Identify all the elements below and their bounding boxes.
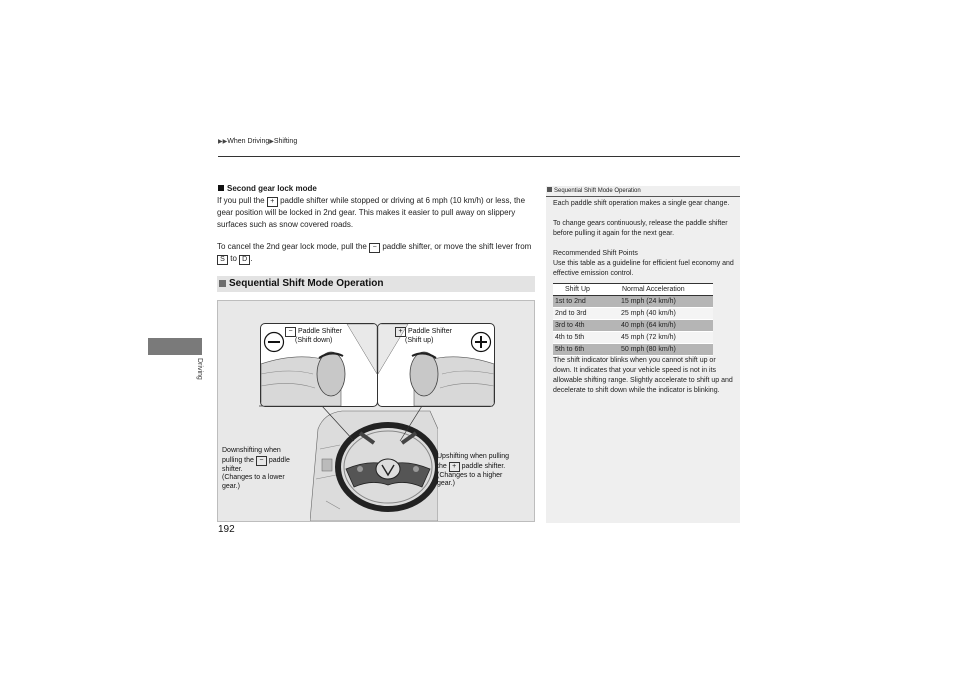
upshift-line-1: Upshifting when pulling xyxy=(437,453,509,460)
side-note-p1: Each paddle shift operation makes a single gear change. xyxy=(553,200,730,207)
downshift-line-5: gear.) xyxy=(222,482,240,490)
table-row xyxy=(553,332,713,344)
p1-text-a: If you pull the xyxy=(217,196,265,205)
shift-up-title: Paddle Shifter xyxy=(407,328,452,335)
table-cell: 2nd to 3rd xyxy=(553,308,619,320)
second-gear-heading-text: Second gear lock mode xyxy=(227,184,317,193)
side-note-p3: Recommended Shift Points xyxy=(553,250,638,257)
second-gear-heading xyxy=(218,184,317,193)
table-header-shift-up: Shift Up xyxy=(553,284,619,296)
upshift-line-3: (Changes to a higher xyxy=(437,471,503,479)
p2-text-end: . xyxy=(250,254,253,263)
plus-key-icon: + xyxy=(449,462,460,472)
breadcrumb-arrow-icon: ▶▶ xyxy=(218,139,228,145)
shift-down-title: Paddle Shifter xyxy=(297,328,342,335)
downshift-line-2b: paddle xyxy=(268,456,290,464)
table-cell: 15 mph (24 km/h) xyxy=(619,296,713,308)
breadcrumb-when-driving[interactable]: When Driving xyxy=(227,138,270,145)
plus-key-icon: + xyxy=(395,327,406,337)
page-number: 192 xyxy=(218,524,235,535)
paddle-shifter-figure xyxy=(217,300,535,522)
p2-text-to: to xyxy=(230,254,237,263)
shift-up-subtitle: (Shift up) xyxy=(405,337,434,344)
breadcrumb-shifting[interactable]: Shifting xyxy=(273,138,298,145)
table-cell: 1st to 2nd xyxy=(553,296,619,308)
p1-text-b: paddle shifter while stopped or driving at 6 mph (10 km/h) or less, the gear position will be locked in 2nd gear. This makes it easier to pull away on slippery surfaces such as snow covered roads. xyxy=(217,196,526,229)
table-row xyxy=(553,296,713,308)
second-gear-paragraph-2 xyxy=(217,241,535,265)
table-header-normal-accel: Normal Acceleration xyxy=(619,284,713,296)
breadcrumb-arrow-icon: ▶ xyxy=(269,139,274,145)
side-note-panel xyxy=(546,186,740,523)
table-cell: 4th to 5th xyxy=(553,332,619,344)
shift-down-subtitle: (Shift down) xyxy=(295,337,333,344)
downshift-line-1: Downshifting when xyxy=(222,447,281,454)
side-note-header-text: Sequential Shift Mode Operation xyxy=(554,188,641,194)
side-note-header xyxy=(546,186,740,197)
table-header-row xyxy=(553,284,713,296)
section-square-icon xyxy=(219,280,226,287)
minus-key-icon: − xyxy=(285,327,296,337)
second-gear-paragraph-1 xyxy=(217,195,535,230)
table-cell: 50 mph (80 km/h) xyxy=(619,344,713,356)
shift-down-label xyxy=(285,327,342,346)
plus-key-icon: + xyxy=(267,197,278,207)
table-cell: 5th to 6th xyxy=(553,344,619,356)
section-title: Sequential Shift Mode Operation xyxy=(229,278,384,289)
p2-text-b: paddle shifter, or move the shift lever from xyxy=(382,242,532,251)
plus-symbol-icon xyxy=(470,331,492,353)
square-bullet-icon xyxy=(218,185,224,191)
table-row xyxy=(553,320,713,332)
side-note-p5: The shift indicator blinks when you cannot shift up or down. It indicates that your vehicle speed is not in its allowable shifting range. Slightly accelerate to shift up and decelerate to shift down while the indicator is blinking. xyxy=(553,357,733,394)
reference-icon xyxy=(547,187,552,192)
s-key-icon: S xyxy=(217,255,228,265)
downshift-line-4: (Changes to a lower xyxy=(222,474,285,481)
table-row xyxy=(553,308,713,320)
minus-symbol-icon xyxy=(263,331,285,353)
downshift-line-3: shifter. xyxy=(222,465,243,473)
upshift-line-2a: the xyxy=(437,462,447,470)
table-row xyxy=(553,344,713,356)
p2-text-a: To cancel the 2nd gear lock mode, pull the xyxy=(217,242,367,251)
upshift-line-4: gear.) xyxy=(437,480,455,487)
side-note-p2: To change gears continuously, release the paddle shifter before pulling it again for the next gear. xyxy=(553,220,728,237)
breadcrumb xyxy=(218,138,297,145)
section-band xyxy=(217,276,535,292)
minus-key-icon: − xyxy=(369,243,380,253)
minus-key-icon: − xyxy=(256,456,267,466)
d-key-icon: D xyxy=(239,255,250,265)
table-cell: 25 mph (40 km/h) xyxy=(619,308,713,320)
upshift-caption xyxy=(437,453,509,489)
downshift-line-2a: pulling the xyxy=(222,456,254,464)
table-cell: 3rd to 4th xyxy=(553,320,619,332)
shift-up-label xyxy=(395,327,452,346)
chapter-label: Driving xyxy=(196,358,203,380)
shift-points-table xyxy=(553,283,713,356)
side-note-p4: Use this table as a guideline for efficient fuel economy and effective emission control. xyxy=(553,260,734,277)
downshift-caption xyxy=(222,447,290,491)
table-cell: 45 mph (72 km/h) xyxy=(619,332,713,344)
chapter-tab xyxy=(148,338,202,355)
header-rule xyxy=(218,156,740,157)
table-cell: 40 mph (64 km/h) xyxy=(619,320,713,332)
upshift-line-2b: paddle shifter. xyxy=(461,462,506,470)
